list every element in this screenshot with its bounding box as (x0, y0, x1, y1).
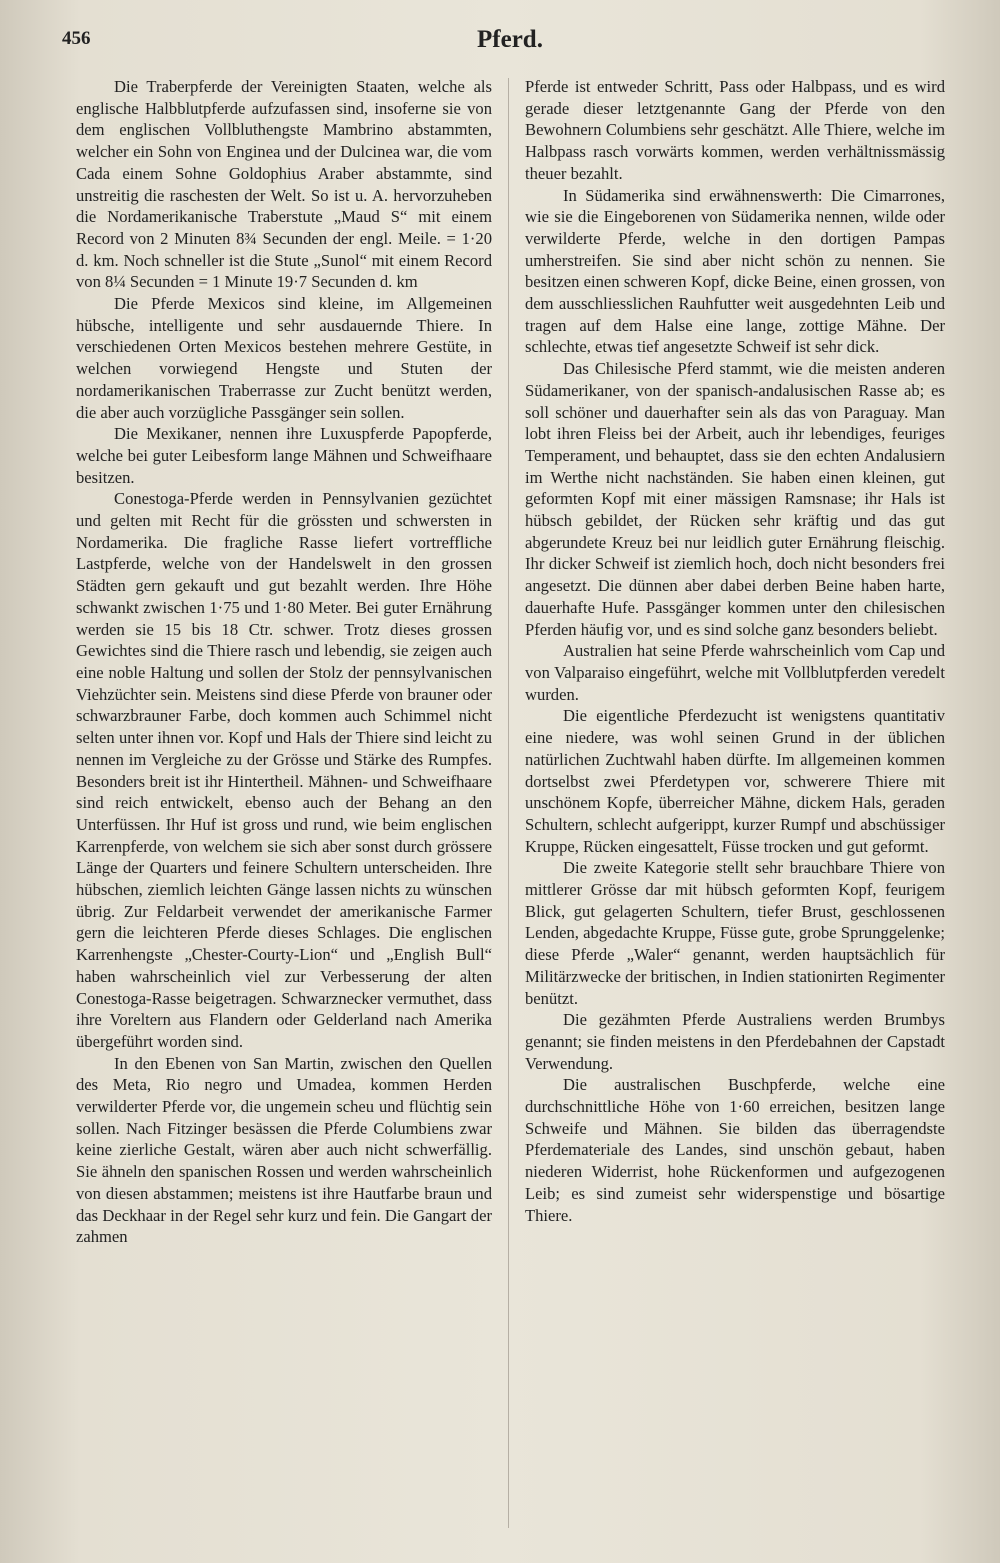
paragraph-papopferde: Die Mexikaner, nennen ihre Luxuspferde Papopferde, welche bei guter Leibesform lange Mähnen und Schweifhaare besitzen. (76, 424, 492, 487)
paragraph-suedamerika: In Südamerika sind erwähnenswerth: Die Cimarrones, wie sie die Eingeborenen von Südamerika nennen, wilde oder verwilderte Pferde, welche in den dortigen Pampas umherstreifen. Sie sind aber nicht schön zu nennen. Sie besitzen einen schweren Kopf, dicke Beine, einen grossen, von dem ausschliesslichen Rauhfutter weit ausgedehnten Leib und tragen auf dem Halse eine lange, zottige Mähne. Der schlechte, etwas tief angesetzte Schweif ist sehr dick. (525, 185, 945, 357)
paragraph-san-martin: In den Ebenen von San Martin, zwischen den Quellen des Meta, Rio negro und Umadea, kommen Herden verwilderter Pferde vor, die ungemein scheu und flüchtig sein sollen. Nach Fitzinger besässen die Pferde Columbiens zwar keine zierliche Gestalt, wären aber auch nicht schwerfällig. Sie ähneln den spanischen Rossen und werden wahrscheinlich von diesen abstammen; meistens ist ihre Hautfarbe braun und das Deckhaar in der Regel sehr kurz und fein. Die Gangart der zahmen (76, 1053, 492, 1247)
page-number: 456 (62, 28, 91, 49)
column-divider (508, 78, 509, 1528)
left-column (76, 76, 492, 1536)
paragraph-columbien-cont: Pferde ist entweder Schritt, Pass oder Halbpass, und es wird gerade dieser letztgenannte Gang der Pferde von den Bewohnern Columbiens sehr geschätzt. Alle Thiere, welche im Halbpass rasch vorwärts kommen, werden verhältnissmässig theuer bezahlt. (525, 77, 945, 183)
paragraph-pferdezucht: Die eigentliche Pferdezucht ist wenigstens quantitativ eine niedere, was wohl seinen Grund in der üblichen natürlichen Zuchtwahl haben dürfte. Im allgemeinen kommen dortselbst zwei Pferdetypen vor, schwerere Thiere mit unschönem Kopfe, überreicher Mähne, dickem Hals, geraden Schultern, schlecht aufgerippt, kurzer Rumpf und abschüssiger Kruppe, Rücken eingesattelt, Füsse trocken und gut geformt. (525, 706, 945, 856)
paragraph-traberpferde: Die Traberpferde der Vereinigten Staaten, welche als englische Halbblutpferde aufzufassen sind, insoferne sie von dem englischen Vollbluthengste Mambrino abstammten, welcher ein Sohn von Enginea und der Dulcinea war, die vom Cada einem Sohne Goldophius Araber abstammte, sind unstreitig die raschesten der Welt. So ist u. A. hervorzuheben die Nordamerikanische Traberstute „Maud S“ mit einem Record von 2 Minuten 8¾ Secunden der engl. Meile. = 1·20 d. km. Noch schneller ist die Stute „Sunol“ mit einem Record von 8¼ Secunden = 1 Minute 19·7 Secunden d. km (76, 77, 492, 292)
paragraph-mexico: Die Pferde Mexicos sind kleine, im Allgemeinen hübsche, intelligente und sehr ausdauernde Thiere. In verschiedenen Orten Mexicos bestehen mehrere Gestüte, in welchen vorwiegend Hengste und Stuten der nordamerikanischen Traberrasse zur Zucht benützt werden, die aber auch vorzügliche Passgänger sein sollen. (76, 294, 492, 422)
right-column (525, 76, 945, 1536)
paragraph-waler: Die zweite Kategorie stellt sehr brauchbare Thiere von mittlerer Grösse dar mit hübsch geformten Kopf, feurigem Blick, gut gelagerten Schultern, tiefer Brust, geschlossenen Lenden, abgedachte Kruppe, Füsse gute, grobe Sprunggelenke; diese Pferde „Waler“ genannt, werden hauptsächlich für Militärzwecke der britischen, in Indien stationirten Regimenter benützt. (525, 858, 945, 1008)
running-title: Pferd. (477, 26, 543, 53)
paragraph-buschpferde: Die australischen Buschpferde, welche eine durchschnittliche Höhe von 1·60 erreichen, besitzen lange Schweife und Mähnen. Sie bilden das überragendste Pferdemateriale des Landes, sind unschön gebaut, haben niederen Widerrist, hohe Rückenformen und aufgezogenen Leib; es sind zumeist sehr widerspenstige und bösartige Thiere. (525, 1075, 945, 1225)
paragraph-chile: Das Chilesische Pferd stammt, wie die meisten anderen Südamerikaner, von der spanisch-andalusischen Rasse ab; es soll schöner und dauerhafter sein als das von Paraguay. Man lobt ihren Fleiss bei der Arbeit, auch ihr lebendiges, feuriges Temperament, und behauptet, dass sie den echten Andalusiern im Werthe nicht nachständen. Sie haben einen kleinen, gut geformten Kopf mit einer mässigen Ramsnase; ihr Hals ist hübsch gebildet, der Rücken sehr kräftig und das gut abgerundete Kreuz bei nur leidlich guter Ernährung fleischig. Ihr dicker Schweif ist ziemlich hoch, doch nicht besonders frei angesetzt. Die dünnen aber dabei derben Beine haben harte, dauerhafte Hufe. Passgänger kommen unter den chilesischen Pferden häufig vor, und es sind solche ganz besonders beliebt. (525, 359, 945, 639)
page-header (62, 26, 962, 60)
paragraph-australien: Australien hat seine Pferde wahrscheinlich vom Cap und von Valparaiso eingeführt, welche mit Vollblutpferden veredelt wurden. (525, 641, 945, 704)
paragraph-conestoga: Conestoga-Pferde werden in Pennsylvanien gezüchtet und gelten mit Recht für die grössten und schwersten in Nordamerika. Die fragliche Rasse liefert vortreffliche Lastpferde, welche von der Handelswelt in den grossen Städten gern gekauft und gut bezahlt werden. Ihre Höhe schwankt zwischen 1·75 und 1·80 Meter. Bei guter Ernährung werden sie 15 bis 18 Ctr. schwer. Trotz dieses grossen Gewichtes sind die Thiere rasch und lebendig, sie zeigen auch eine noble Haltung und sollen der Stolz der pennsylvanischen Viehzüchter sein. Meistens sind diese Pferde von brauner oder schwarzbrauner Farbe, doch kommen auch Schimmel nicht selten unter ihnen vor. Kopf und Hals der Thiere sind leicht zu nennen im Vergleiche zu der Grösse und Stärke des Rumpfes. Besonders breit ist ihr Hintertheil. Mähnen- und Schweifhaare sind reich entwickelt, ebenso auch der Behang an den Unterfüssen. Ihr Huf ist gross und rund, wie beim englischen Karrenpferde, von welchem sie sich aber sonst durch grössere Länge der Quarters und feinere Schultern unterscheiden. Ihre hübschen, ziemlich leichten Gänge lassen nichts zu wünschen übrig. Zur Feldarbeit verwendet der amerikanische Farmer gern die leichteren Pferde dieses Schlages. Die englischen Karrenhengste „Chester-Courty-Lion“ und „English Bull“ haben wahrscheinlich viel zur Verbesserung der alten Conestoga-Rasse beigetragen. Schwarznecker vermuthet, dass ihre Voreltern aus Flandern oder Gelderland nach Amerika übergeführt worden sind. (76, 489, 492, 1051)
paragraph-brumbys: Die gezähmten Pferde Australiens werden Brumbys genannt; sie finden meistens in den Pferdebahnen der Capstadt Verwendung. (525, 1010, 945, 1073)
